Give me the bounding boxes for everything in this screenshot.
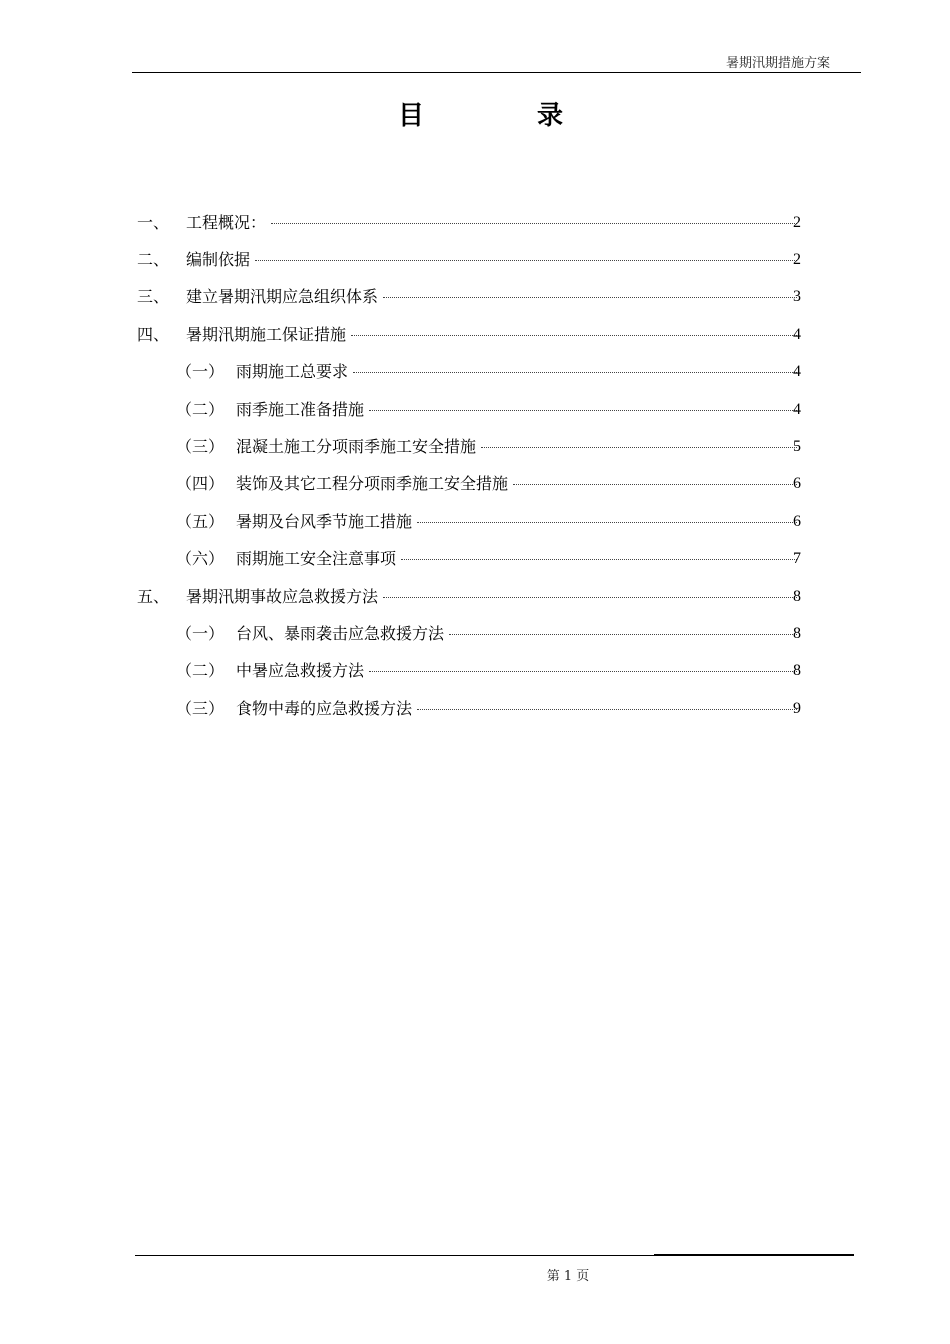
toc-entry-title: 暑期汛期施工保证措施 [186,324,347,344]
toc-entry-page: 4 [793,363,801,381]
header-rule [132,72,861,73]
toc-title: 目 录 [397,101,616,131]
dot-leader [513,484,797,485]
toc-entry[interactable] [0,204,950,241]
toc-entry-number: 二、 [137,250,170,270]
dot-leader [401,559,797,560]
footer-rule-accent [654,1254,854,1256]
toc-subentry[interactable] [0,391,950,428]
toc-entry-number: 一、 [137,212,170,232]
dot-leader [353,372,797,373]
toc-entry-title: 雨季施工准备措施 [236,399,365,419]
toc-subentry[interactable] [0,615,950,652]
toc-entry-number: （二） [176,399,225,419]
toc-entry[interactable] [0,316,950,353]
toc-entry-page: 4 [793,400,801,418]
toc-entry-page: 8 [793,662,801,680]
toc-entry-number: （四） [176,474,225,494]
toc-entry-title: 雨期施工总要求 [236,362,349,382]
toc-entry-number: （三） [176,437,225,457]
dot-leader [417,522,797,523]
toc-entry-page: 8 [793,624,801,642]
toc-subentry[interactable] [0,541,950,578]
toc-subentry[interactable] [0,354,950,391]
running-header: 暑期汛期措施方案 [725,56,830,71]
dot-leader [369,671,797,672]
toc-entry-title: 暑期汛期事故应急救援方法 [186,586,379,606]
toc-entry-title: 食物中毒的应急救援方法 [236,698,413,718]
toc-subentry[interactable] [0,653,950,690]
toc-entry-title: 中暑应急救援方法 [236,661,365,681]
page-number: 第 1 页 [546,1269,590,1284]
toc-entry-title: 混凝土施工分项雨季施工安全措施 [236,437,477,457]
toc-entry-page: 4 [793,325,801,343]
toc-entry-page: 8 [793,587,801,605]
toc-entry-page: 7 [793,550,801,568]
toc-entry-number: 五、 [137,586,170,606]
toc-entry-title: 编制依据 [186,250,251,270]
toc-entry[interactable] [0,578,950,615]
dot-leader [449,634,797,635]
toc-entry-page: 2 [793,213,801,231]
toc-subentry[interactable] [0,428,950,465]
toc-subentry[interactable] [0,466,950,503]
toc-entry-number: 四、 [137,324,170,344]
toc-entry-number: （六） [176,549,225,569]
toc-entry-number: （一） [176,623,225,643]
toc-entry-number: （五） [176,511,225,531]
dot-leader [481,447,797,448]
toc-entry-title: 建立暑期汛期应急组织体系 [186,287,379,307]
toc-entry-page: 9 [793,699,801,717]
toc-subentry[interactable] [0,690,950,727]
toc-entry-title: 暑期及台风季节施工措施 [236,511,413,531]
toc-entry-page: 3 [793,288,801,306]
toc-entry-title: 装饰及其它工程分项雨季施工安全措施 [236,474,509,494]
dot-leader [271,223,797,224]
dot-leader [255,260,797,261]
dot-leader [351,335,797,336]
dot-leader [383,297,797,298]
toc-entry-title: 工程概况： [186,212,267,232]
toc-entry-page: 6 [793,512,801,530]
toc-entry-number: （一） [176,362,225,382]
toc-entry-page: 5 [793,438,801,456]
toc-entry-page: 2 [793,251,801,269]
toc-entry-page: 6 [793,475,801,493]
toc-entry-number: （二） [176,661,225,681]
toc-entry-title: 台风、暴雨袭击应急救援方法 [236,623,445,643]
toc-entry-title: 雨期施工安全注意事项 [236,549,397,569]
toc-entry[interactable] [0,241,950,278]
toc-entry[interactable] [0,279,950,316]
dot-leader [369,410,797,411]
dot-leader [383,597,797,598]
toc-list [0,204,950,727]
dot-leader [417,709,797,710]
toc-entry-number: （三） [176,698,225,718]
toc-entry-number: 三、 [137,287,170,307]
toc-subentry[interactable] [0,503,950,540]
